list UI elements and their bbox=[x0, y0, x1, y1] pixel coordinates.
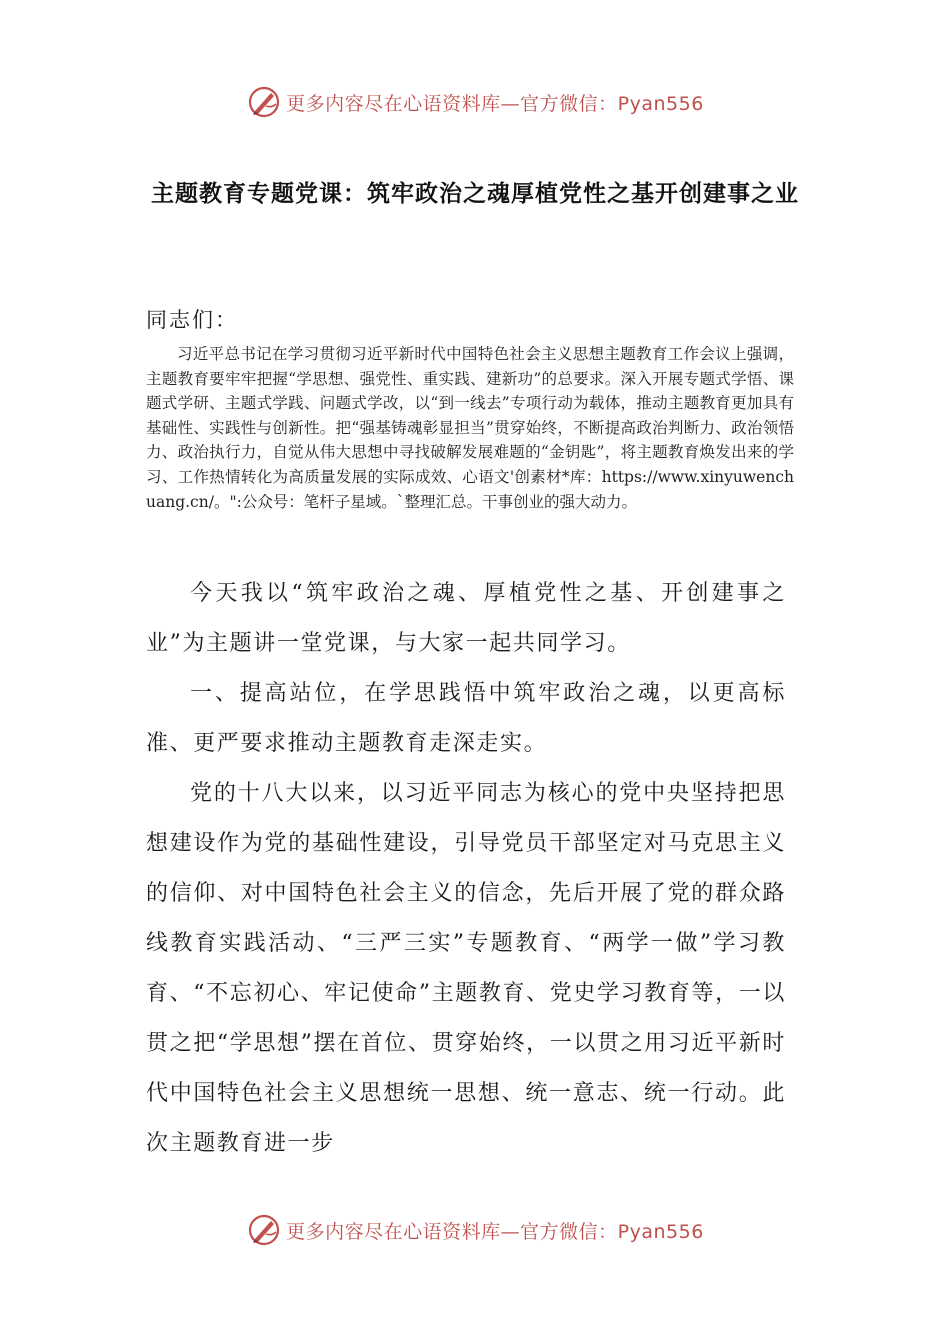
banner-text: 更多内容尽在心语资料库—官方微信：Pyan556 bbox=[286, 92, 704, 115]
header-banner bbox=[0, 82, 950, 122]
body-paragraph: 今天我以“筑牢政治之魂、厚植党性之基、开创建事之业”为主题讲一堂党课，与大家一起共同学习。 bbox=[146, 581, 786, 656]
wechat-id: Pyan556 bbox=[617, 1220, 704, 1243]
greeting: 同志们： bbox=[146, 308, 238, 332]
document-title: 主题教育专题党课：筑牢政治之魂厚植党性之基开创建事之业 bbox=[151, 180, 799, 207]
pen-logo-icon bbox=[246, 84, 282, 120]
footer-banner bbox=[0, 1210, 950, 1250]
wechat-id: Pyan556 bbox=[617, 92, 704, 115]
body-paragraph: 党的十八大以来，以习近平同志为核心的党中央坚持把思想建设作为党的基础性建设，引导党员干部坚定对马克思主义的信仰、对中国特色社会主义的信念，先后开展了党的群众路线教育实践活动、“三严三实”专题教育、“两学一做”学习教育、“不忘初心、牢记使命”主题教育、党史学习教育等，一以贯之把“学思想”摆在首位、贯穿始终，一以贯之用习近平新时代中国特色社会主义思想统一思想、统一意志、统一行动。此次主题教育进一步 bbox=[146, 781, 786, 1156]
pen-logo-icon bbox=[246, 1212, 282, 1248]
banner-text: 更多内容尽在心语资料库—官方微信：Pyan556 bbox=[286, 1220, 704, 1243]
intro-paragraph: 习近平总书记在学习贯彻习近平新时代中国特色社会主义思想主题教育工作会议上强调，主题教育要牢牢把握“学思想、强党性、重实践、建新功”的总要求。深入开展专题式学悟、课题式学研、主题式学践、问题式学改，以“到一线去”专项行动为载体，推动主题教育更加具有基础性、实践性与创新性。把“强基铸魂彰显担当”贯穿始终，不断提高政治判断力、政治领悟力、政治执行力，自觉从伟大思想中寻找破解发展难题的“金钥匙”，将主题教育焕发出来的学习、工作热情转化为高质量发展的实际成效、心语文'创素材*库：https://www.xinyuwenchuang.cn/。":公众号：笔杆子星域。`整理汇总。干事创业的强大动力。 bbox=[146, 345, 794, 511]
section-heading: 一、提高站位，在学思践悟中筑牢政治之魂，以更高标准、更严要求推动主题教育走深走实。 bbox=[146, 681, 786, 756]
